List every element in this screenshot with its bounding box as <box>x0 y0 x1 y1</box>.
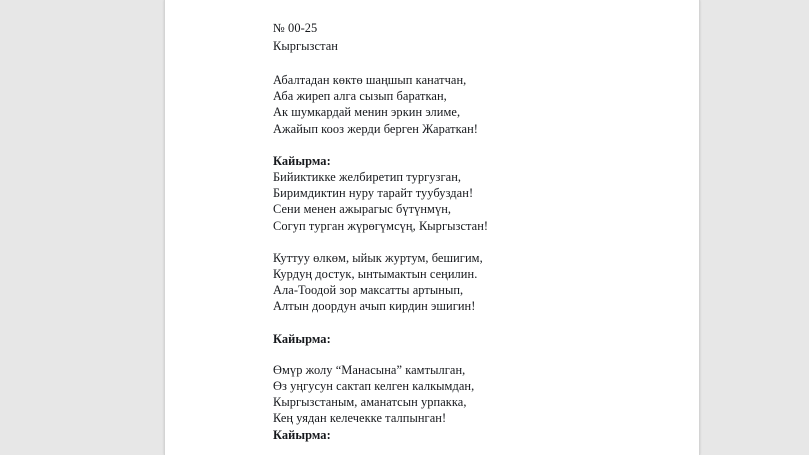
verse-1-line-2: Аба жиреп алга сызып бараткан, <box>273 89 447 104</box>
chorus-1-heading: Кайырма: <box>273 153 331 168</box>
document-number: № 00-25 <box>273 21 318 35</box>
chorus-1-line-3: Сени менен ажырагыс бүтүнмүн, <box>273 202 452 217</box>
spacer <box>273 315 685 331</box>
spacer <box>273 347 685 362</box>
verse-3-line-1: Өмүр жолу “Манасына” камтылган, <box>273 362 466 377</box>
chorus-1-line-4: Согуп турган жүрөгүмсүң, Кыргызстан! <box>273 218 489 233</box>
verse-2-line-3: Ала-Тоодой зор максатты артынып, <box>273 283 464 298</box>
document-title: Кыргызстан <box>273 38 338 53</box>
document-header <box>273 20 685 55</box>
verse-2-line-2: Курдуң достук, ынтымактын сеңилин. <box>273 267 478 282</box>
verse-1-line-1: Абалтадан көктө шаңшып канатчан, <box>273 73 467 87</box>
spacer <box>273 137 685 153</box>
verse-1 <box>273 72 685 137</box>
verse-1-line-3: Ак шумкардай менин эркин элиме, <box>273 105 461 120</box>
verse-3-line-3: Кыргызстаным, аманатсын урпакка, <box>273 395 467 410</box>
chorus-1-line-1: Бийиктикке желбиретип тургузган, <box>273 170 462 185</box>
verse-3-line-2: Өз уңгусун сактап келген калкымдан, <box>273 379 475 394</box>
verse-2-line-4: Алтын доордун ачып кирдин эшигин! <box>273 299 476 314</box>
chorus-3 <box>273 427 685 443</box>
document-page <box>164 0 700 455</box>
chorus-2-heading: Кайырма: <box>273 331 331 346</box>
verse-3 <box>273 362 685 427</box>
chorus-2 <box>273 331 685 347</box>
verse-1-line-4: Ажайып кооз жерди берген Жараткан! <box>273 121 478 136</box>
spacer <box>273 234 685 250</box>
chorus-1-line-2: Биримдиктин нуру тарайт туубуздан! <box>273 186 474 201</box>
verse-2 <box>273 250 685 315</box>
spacer <box>273 55 685 72</box>
verse-2-line-1: Куттуу өлкөм, ыйык журтум, бешигим, <box>273 250 483 265</box>
chorus-3-heading: Кайырма: <box>273 427 331 442</box>
verse-3-line-4: Кең уядан келечекке талпынган! <box>273 411 447 426</box>
page-content <box>273 20 685 443</box>
chorus-1 <box>273 153 685 234</box>
